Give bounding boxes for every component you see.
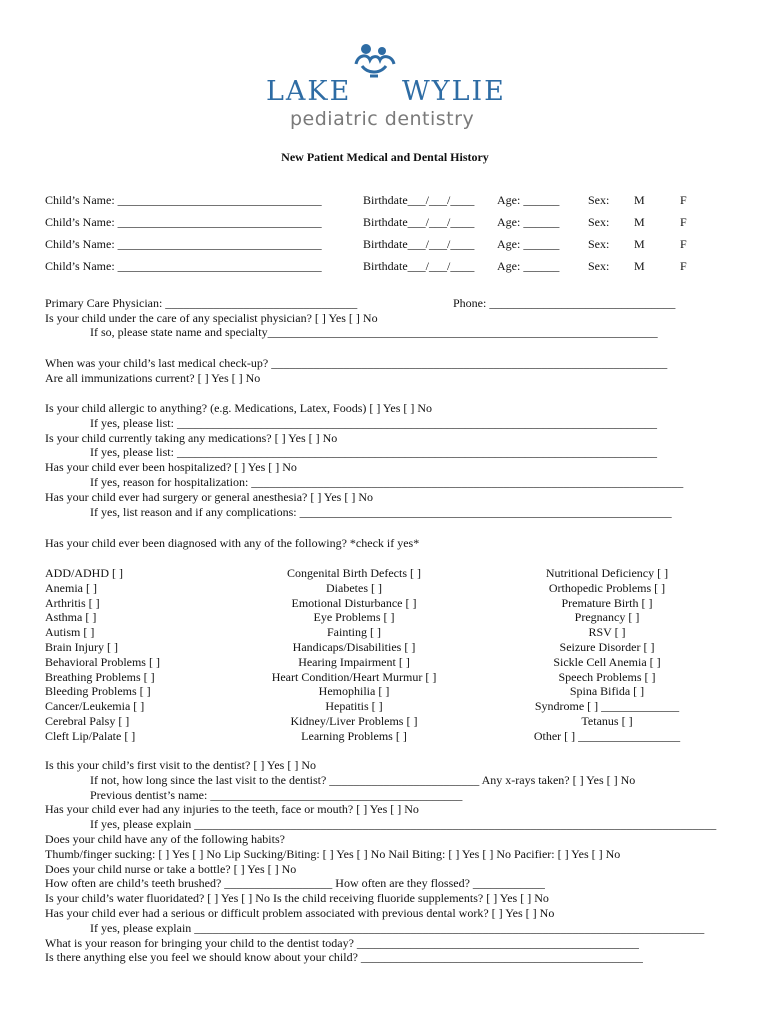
child-age-field-4[interactable]: Age: ______ bbox=[497, 259, 560, 273]
practice-logo bbox=[262, 42, 512, 134]
child-sex-m-2[interactable]: M bbox=[634, 215, 645, 229]
last-checkup-field[interactable]: When was your child’s last medical check-up? __________________________________________________________________ bbox=[45, 356, 668, 370]
child-birthdate-field-2[interactable]: Birthdate___/___/____ bbox=[363, 215, 475, 229]
child-name-field-3[interactable]: Child’s Name: __________________________________ bbox=[45, 237, 322, 251]
diagnosis-column-1 bbox=[45, 566, 160, 744]
child-age-field-1[interactable]: Age: ______ bbox=[497, 193, 560, 207]
habits-question: Does your child have any of the following habits? bbox=[45, 831, 285, 846]
condition-checkbox[interactable]: Tetanus [ ] bbox=[581, 713, 633, 728]
condition-checkbox[interactable]: Other [ ] _________________ bbox=[533, 728, 681, 743]
condition-checkbox[interactable]: Seizure Disorder [ ] bbox=[559, 639, 655, 654]
condition-checkbox[interactable]: Nutritional Deficiency [ ] bbox=[545, 566, 669, 580]
condition-checkbox[interactable]: Eye Problems [ ] bbox=[313, 610, 395, 625]
child-sex-m-4[interactable]: M bbox=[634, 259, 645, 273]
injuries-question[interactable]: Has your child ever had any injuries to the teeth, face or mouth? [ ] Yes [ ] No bbox=[45, 802, 419, 817]
child-sex-m-3[interactable]: M bbox=[634, 237, 645, 251]
condition-checkbox[interactable]: Asthma [ ] bbox=[45, 610, 97, 625]
first-visit-question[interactable]: Is this your child’s first visit to the dentist? [ ] Yes [ ] No bbox=[45, 758, 316, 772]
condition-checkbox[interactable]: Pregnancy [ ] bbox=[574, 610, 640, 625]
condition-checkbox[interactable]: Anemia [ ] bbox=[45, 580, 97, 595]
condition-checkbox[interactable]: Cleft Lip/Palate [ ] bbox=[45, 728, 136, 743]
logo-word-lake: LAKE bbox=[266, 76, 352, 107]
child-sex-f-1[interactable]: F bbox=[680, 193, 687, 207]
condition-checkbox[interactable]: Heart Condition/Heart Murmur [ ] bbox=[271, 669, 437, 684]
bottle-question[interactable]: Does your child nurse or take a bottle? [ ] Yes [ ] No bbox=[45, 861, 297, 876]
specialist-name-field[interactable]: If so, please state name and specialty_________________________________________________________________ bbox=[90, 325, 658, 339]
child-birthdate-field-3[interactable]: Birthdate___/___/____ bbox=[363, 237, 475, 251]
dental-problem-question[interactable]: Has your child ever had a serious or difficult problem associated with previous dental work? [ ] Yes [ ] No bbox=[45, 905, 555, 920]
dental-history-section bbox=[45, 758, 716, 965]
condition-checkbox[interactable]: Hemophilia [ ] bbox=[318, 684, 390, 699]
condition-checkbox[interactable]: Sickle Cell Anemia [ ] bbox=[553, 654, 661, 669]
condition-checkbox[interactable]: Orthopedic Problems [ ] bbox=[548, 580, 666, 595]
visit-reason-field[interactable]: What is your reason for bringing your child to the dentist today? _______________________________________________ bbox=[45, 935, 639, 950]
condition-checkbox[interactable]: Handicaps/Disabilities [ ] bbox=[292, 639, 416, 654]
phone-field[interactable]: Phone: _______________________________ bbox=[453, 296, 676, 310]
child-sex-f-4[interactable]: F bbox=[680, 259, 687, 273]
medications-list-field[interactable]: If yes, please list: ________________________________________________________________________________ bbox=[90, 445, 657, 460]
dental-family-logo-icon bbox=[344, 42, 404, 82]
hospitalized-question[interactable]: Has your child ever been hospitalized? [ ] Yes [ ] No bbox=[45, 460, 297, 475]
child-sex-label-4: Sex: bbox=[588, 259, 610, 273]
logo-word-wylie: WYLIE bbox=[402, 76, 506, 107]
condition-checkbox[interactable]: Cancer/Leukemia [ ] bbox=[45, 699, 145, 714]
surgery-complications-field[interactable]: If yes, list reason and if any complications: ______________________________________________________________ bbox=[90, 504, 672, 519]
condition-checkbox[interactable]: Hearing Impairment [ ] bbox=[298, 654, 410, 669]
injuries-explain-field[interactable]: If yes, please explain _______________________________________________________________________________________ bbox=[90, 817, 717, 832]
form-title: New Patient Medical and Dental History bbox=[281, 150, 489, 164]
allergy-question[interactable]: Is your child allergic to anything? (e.g. Medications, Latex, Foods) [ ] Yes [ ] No bbox=[45, 401, 433, 415]
condition-checkbox[interactable]: Diabetes [ ] bbox=[326, 580, 382, 595]
medical-history-section bbox=[45, 401, 683, 519]
condition-checkbox[interactable]: Brain Injury [ ] bbox=[45, 639, 118, 654]
surgery-question[interactable]: Has your child ever had surgery or general anesthesia? [ ] Yes [ ] No bbox=[45, 489, 374, 504]
child-sex-label-2: Sex: bbox=[588, 215, 610, 229]
child-age-field-3[interactable]: Age: ______ bbox=[497, 237, 560, 251]
previous-dentist-field[interactable]: Previous dentist’s name: __________________________________________ bbox=[90, 787, 463, 802]
brushing-flossing-field[interactable]: How often are child’s teeth brushed? __________________ How often are they flossed? ____________ bbox=[45, 876, 545, 891]
condition-checkbox[interactable]: ADD/ADHD [ ] bbox=[45, 566, 123, 580]
child-name-field-1[interactable]: Child’s Name: __________________________________ bbox=[45, 193, 322, 207]
condition-checkbox[interactable]: Spina Bifida [ ] bbox=[569, 684, 645, 699]
diagnosis-question: Has your child ever been diagnosed with any of the following? *check if yes* bbox=[45, 536, 420, 550]
immunizations-question[interactable]: Are all immunizations current? [ ] Yes [ ] No bbox=[45, 371, 261, 385]
condition-checkbox[interactable]: Syndrome [ ] _____________ bbox=[534, 699, 680, 714]
last-visit-field[interactable]: If not, how long since the last visit to the dentist? _________________________ Any x-rays taken? [ ] Yes [ ] No bbox=[90, 772, 636, 787]
condition-checkbox[interactable]: Premature Birth [ ] bbox=[561, 595, 653, 610]
habits-options[interactable]: Thumb/finger sucking: [ ] Yes [ ] No Lip Sucking/Biting: [ ] Yes [ ] No Nail Biting: [ ] Yes [ ] No Pacifier: [ ] Yes [ ] No bbox=[45, 846, 621, 861]
primary-care-physician-field[interactable]: Primary Care Physician: ________________________________ bbox=[45, 296, 358, 310]
condition-checkbox[interactable]: Emotional Disturbance [ ] bbox=[291, 595, 417, 610]
child-sex-f-2[interactable]: F bbox=[680, 215, 687, 229]
child-sex-label-1: Sex: bbox=[588, 193, 610, 207]
child-age-field-2[interactable]: Age: ______ bbox=[497, 215, 560, 229]
condition-checkbox[interactable]: Arthritis [ ] bbox=[45, 595, 100, 610]
diagnosis-column-2 bbox=[264, 566, 444, 744]
child-birthdate-field-4[interactable]: Birthdate___/___/____ bbox=[363, 259, 475, 273]
child-name-field-2[interactable]: Child’s Name: __________________________________ bbox=[45, 215, 322, 229]
hospitalization-reason-field[interactable]: If yes, reason for hospitalization: ________________________________________________________________________ bbox=[90, 474, 684, 489]
condition-checkbox[interactable]: Behavioral Problems [ ] bbox=[45, 654, 160, 669]
condition-checkbox[interactable]: Autism [ ] bbox=[45, 625, 95, 640]
anything-else-field[interactable]: Is there anything else you feel we should know about your child? _______________________________________________ bbox=[45, 950, 643, 965]
dental-problem-explain-field[interactable]: If yes, please explain _____________________________________________________________________________________ bbox=[90, 920, 705, 935]
medications-question[interactable]: Is your child currently taking any medications? [ ] Yes [ ] No bbox=[45, 430, 338, 445]
specialist-question[interactable]: Is your child under the care of any specialist physician? [ ] Yes [ ] No bbox=[45, 311, 378, 325]
condition-checkbox[interactable]: Fainting [ ] bbox=[327, 625, 381, 640]
child-name-field-4[interactable]: Child’s Name: __________________________________ bbox=[45, 259, 322, 273]
diagnosis-column-3 bbox=[527, 566, 687, 744]
allergy-list-field[interactable]: If yes, please list: ________________________________________________________________________________ bbox=[90, 415, 657, 430]
condition-checkbox[interactable]: RSV [ ] bbox=[588, 625, 626, 640]
condition-checkbox[interactable]: Cerebral Palsy [ ] bbox=[45, 713, 130, 728]
condition-checkbox[interactable]: Kidney/Liver Problems [ ] bbox=[290, 713, 418, 728]
condition-checkbox[interactable]: Congenital Birth Defects [ ] bbox=[287, 566, 421, 580]
condition-checkbox[interactable]: Speech Problems [ ] bbox=[558, 669, 656, 684]
logo-subtitle: pediatric dentistry bbox=[290, 108, 475, 130]
fluoride-question[interactable]: Is your child’s water fluoridated? [ ] Yes [ ] No Is the child receiving fluoride supplements? [ ] Yes [ ] No bbox=[45, 891, 549, 906]
condition-checkbox[interactable]: Breathing Problems [ ] bbox=[45, 669, 155, 684]
child-sex-m-1[interactable]: M bbox=[634, 193, 645, 207]
condition-checkbox[interactable]: Hepatitis [ ] bbox=[325, 699, 383, 714]
child-sex-f-3[interactable]: F bbox=[680, 237, 687, 251]
condition-checkbox[interactable]: Learning Problems [ ] bbox=[301, 728, 407, 743]
child-birthdate-field-1[interactable]: Birthdate___/___/____ bbox=[363, 193, 475, 207]
condition-checkbox[interactable]: Bleeding Problems [ ] bbox=[45, 684, 151, 699]
child-sex-label-3: Sex: bbox=[588, 237, 610, 251]
